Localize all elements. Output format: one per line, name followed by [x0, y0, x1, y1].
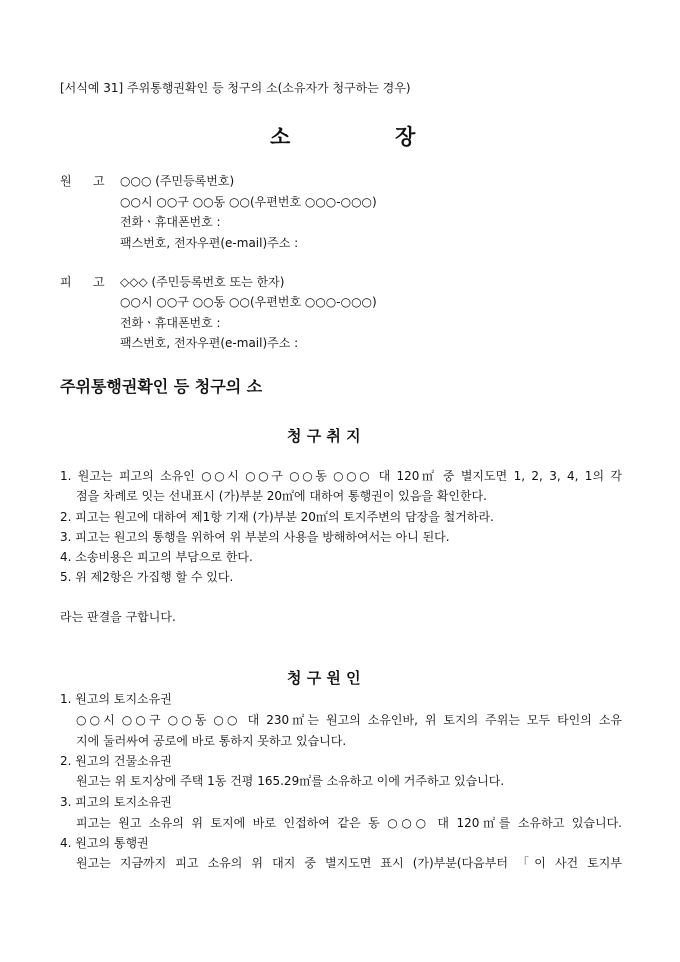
plaintiff-label-2: 고 — [93, 174, 105, 188]
defendant-phone: 전화ㆍ휴대폰번호 : — [120, 316, 221, 330]
claim-item-3: 3. 피고는 원고의 통행을 위하여 위 부분의 사용을 방해하여서는 아니 된다. — [60, 530, 450, 544]
plaintiff-name: ○○○ (주민등록번호) — [120, 174, 235, 188]
cause-2-line-1: 원고는 위 토지상에 주택 1동 건평 165.29㎡를 소유하고 이에 거주하고 있습니다. — [76, 774, 505, 788]
claim-closing: 라는 판결을 구합니다. — [60, 610, 176, 624]
plaintiff-label-1: 원 — [60, 174, 72, 188]
document-title-left: 소 — [270, 124, 291, 149]
cause-3-line-1: 피고는 원고 소유의 위 토지에 바로 인접하여 같은 동 ○○○ 대 120㎡를 소유하고 있습니다. — [76, 816, 622, 830]
cause-2-title: 2. 원고의 건물소유권 — [60, 754, 172, 768]
claim-item-1-line-1: 1. 원고는 피고의 소유인 ○○시 ○○구 ○○동 ○○○ 대 120㎡ 중 별지도면 1, 2, 3, 4, 1의 각 — [60, 469, 622, 483]
document-title-right: 장 — [395, 124, 416, 149]
defendant-label-1: 피 — [60, 275, 72, 289]
claim-item-4: 4. 소송비용은 피고의 부담으로 한다. — [60, 550, 253, 564]
cause-4-title: 4. 원고의 통행권 — [60, 836, 149, 850]
claim-item-5: 5. 위 제2항은 가집행 할 수 있다. — [60, 570, 234, 584]
plaintiff-address: ○○시 ○○구 ○○동 ○○(우편번호 ○○○-○○○) — [120, 195, 377, 209]
case-name: 주위통행권확인 등 청구의 소 — [60, 377, 263, 396]
claim-item-2: 2. 피고는 원고에 대하여 제1항 기재 (가)부분 20㎡의 토지주변의 담장을 철거하라. — [60, 510, 494, 524]
cause-4-line-1: 원고는 지금까지 피고 소유의 위 대지 중 별지도면 표시 (가)부분(다음부터 「이 사건 토지부 — [76, 856, 622, 870]
plaintiff-phone: 전화ㆍ휴대폰번호 : — [120, 215, 221, 229]
cause-1-line-2: 지에 둘러싸여 공로에 바로 통하지 못하고 있습니다. — [76, 734, 347, 748]
claim-cause-heading: 청 구 원 인 — [287, 669, 361, 687]
defendant-fax-email: 팩스번호, 전자우편(e-mail)주소 : — [120, 336, 299, 350]
defendant-name: ◇◇◇ (주민등록번호 또는 한자) — [120, 275, 285, 289]
defendant-address: ○○시 ○○구 ○○동 ○○(우편번호 ○○○-○○○) — [120, 295, 377, 309]
claim-purpose-heading: 청 구 취 지 — [287, 427, 361, 445]
cause-1-line-1: ○○시 ○○구 ○○동 ○○ 대 230㎡는 원고의 소유인바, 위 토지의 주위는 모두 타인의 소유 — [76, 713, 622, 727]
form-header: [서식예 31] 주위통행권확인 등 청구의 소(소유자가 청구하는 경우) — [60, 81, 411, 95]
claim-item-1-line-2: 점을 차례로 잇는 선내표시 (가)부분 20㎡에 대하여 통행권이 있음을 확인한다. — [76, 489, 487, 503]
cause-1-title: 1. 원고의 토지소유권 — [60, 692, 172, 706]
plaintiff-fax-email: 팩스번호, 전자우편(e-mail)주소 : — [120, 236, 299, 250]
defendant-label-2: 고 — [93, 275, 105, 289]
cause-3-title: 3. 피고의 토지소유권 — [60, 795, 172, 809]
